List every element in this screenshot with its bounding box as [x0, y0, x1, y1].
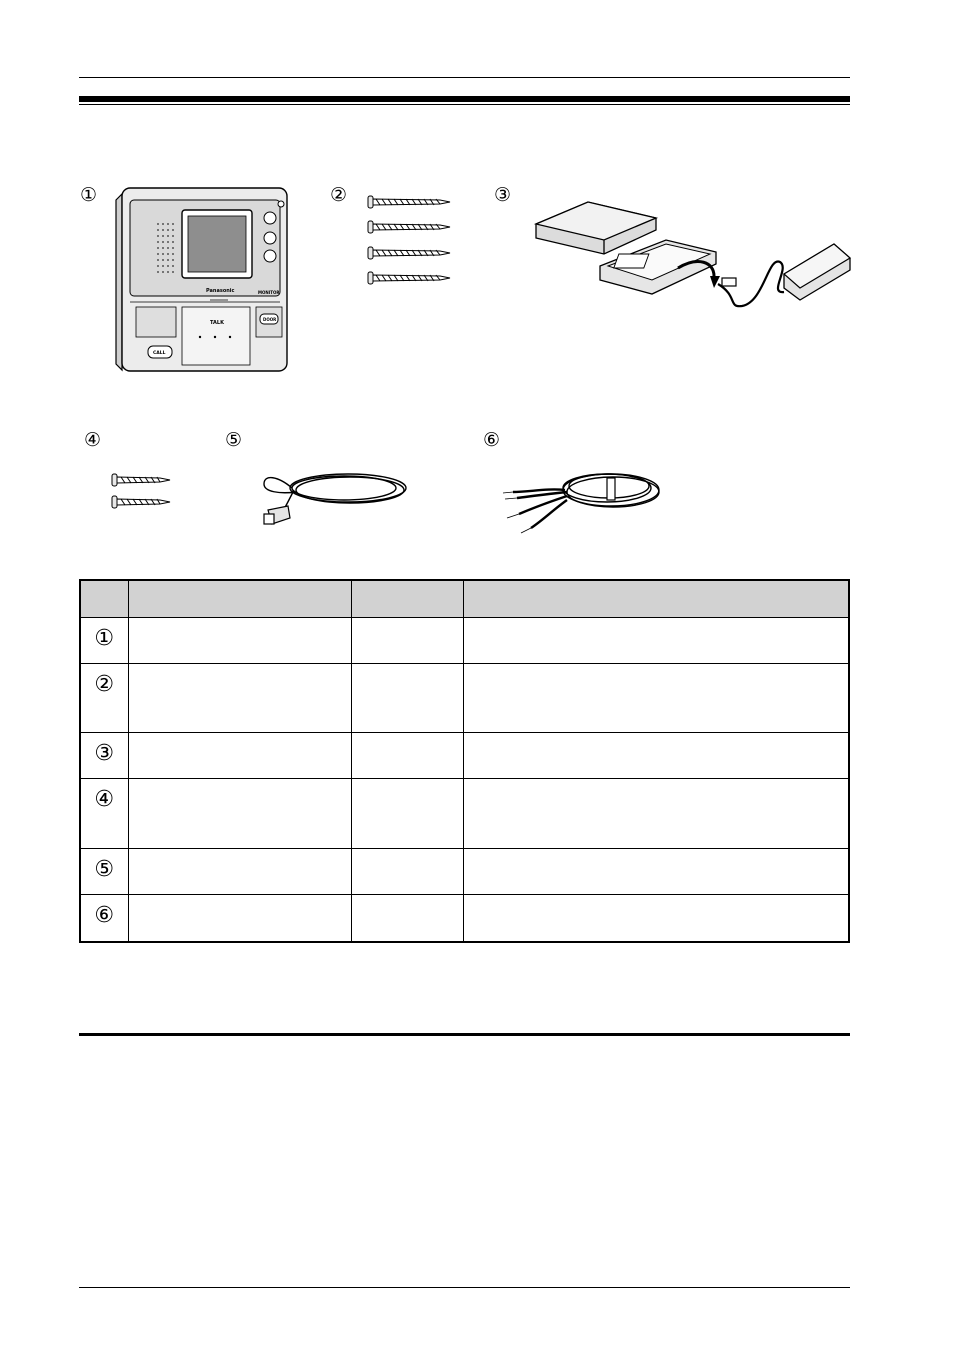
illustration-number-3: ③	[494, 184, 512, 206]
section-thin-rule	[79, 104, 850, 105]
ac-cord-illustration	[258, 466, 410, 532]
table-cell	[463, 618, 849, 664]
table-cell	[463, 664, 849, 733]
illustration-number-1: ①	[80, 184, 98, 206]
table-header-row	[80, 580, 849, 618]
illustration-number-2: ②	[330, 184, 348, 206]
table-cell	[351, 849, 463, 895]
illustration-number-5: ⑤	[225, 429, 243, 451]
table-row-number: ②	[80, 664, 128, 733]
table-row	[80, 664, 849, 733]
table-header-cell	[80, 580, 128, 618]
table-cell	[351, 895, 463, 942]
table-row	[80, 733, 849, 779]
illustration-number-6: ⑥	[483, 429, 501, 451]
illustration-number-4: ④	[84, 429, 102, 451]
table-row	[80, 849, 849, 895]
table-cell	[128, 664, 351, 733]
table-cell	[463, 895, 849, 942]
table-cell	[351, 618, 463, 664]
lower-section-rule	[79, 1033, 850, 1036]
table-row	[80, 618, 849, 664]
table-cell	[351, 664, 463, 733]
table-row-number: ①	[80, 618, 128, 664]
table-cell	[128, 779, 351, 849]
short-screws-illustration	[112, 472, 172, 514]
power-supply-illustration	[528, 196, 853, 312]
table-cell	[128, 849, 351, 895]
main-monitor-illustration	[110, 182, 300, 377]
monitor-call-label: CALL	[153, 351, 166, 356]
table-row	[80, 895, 849, 942]
table-header-cell	[351, 580, 463, 618]
table-row-number: ⑥	[80, 895, 128, 942]
monitor-talk-label: TALK	[210, 320, 224, 326]
table-header-cell	[128, 580, 351, 618]
table-cell	[351, 733, 463, 779]
table-row-number: ③	[80, 733, 128, 779]
top-rule	[79, 77, 850, 78]
table-cell	[463, 849, 849, 895]
footer-rule	[79, 1287, 850, 1288]
table-cell	[128, 733, 351, 779]
monitor-door-label: DOOR	[263, 317, 277, 322]
table-cell	[463, 779, 849, 849]
table-row-number: ⑤	[80, 849, 128, 895]
table-header-cell	[463, 580, 849, 618]
long-screws-illustration	[368, 193, 452, 289]
table-cell	[463, 733, 849, 779]
table-row-number: ④	[80, 779, 128, 849]
monitor-monitor-label: MONITOR	[258, 290, 280, 295]
connection-cable-illustration	[503, 462, 663, 534]
monitor-brand-label: Panasonic	[206, 288, 235, 294]
table-row	[80, 779, 849, 849]
table-cell	[351, 779, 463, 849]
table-cell	[128, 618, 351, 664]
table-cell	[128, 895, 351, 942]
accessories-table	[79, 579, 850, 943]
section-thick-rule	[79, 96, 850, 102]
